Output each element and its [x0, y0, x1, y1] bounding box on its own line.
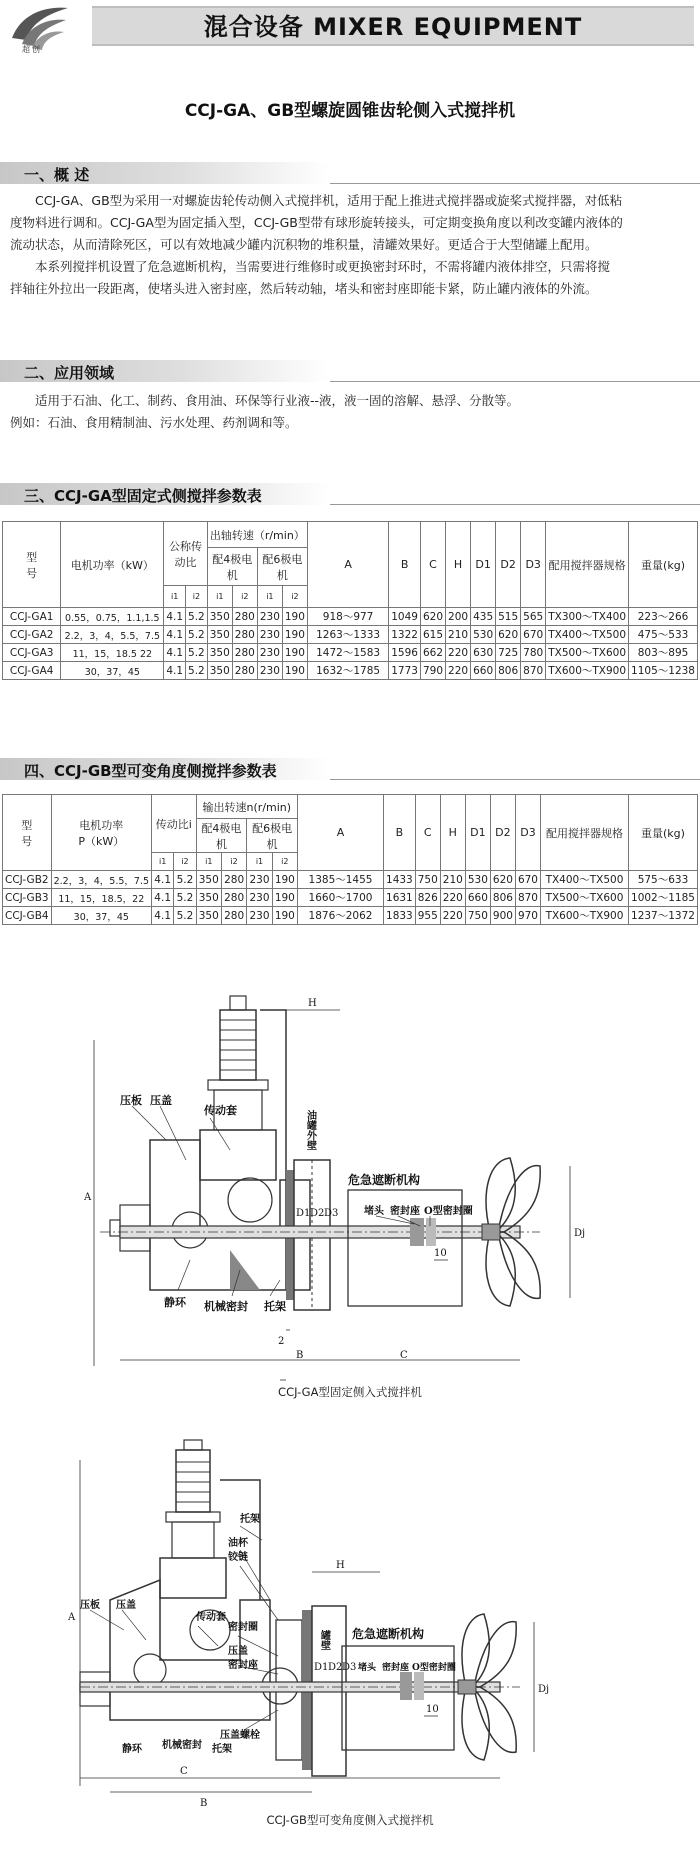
table-cell: 662 — [420, 644, 445, 662]
col-header: D2 — [490, 795, 515, 871]
dim-D1: D1 — [314, 1662, 329, 1673]
table-cell: 230 — [257, 626, 282, 644]
dim-H: H — [336, 1560, 345, 1571]
table-cell: 223～266 — [629, 608, 698, 626]
label-du-tou: 堵头 — [358, 1663, 377, 1673]
col-header: 电机功率 P（kW） — [51, 795, 151, 871]
table-cell: 220 — [440, 889, 465, 907]
table-cell: 280 — [221, 871, 246, 889]
table-row — [3, 644, 698, 662]
dim-D2: D2 — [310, 1208, 325, 1219]
label-chuan-dong-tao: 传动套 — [204, 1104, 237, 1117]
table-cell: 670 — [521, 626, 546, 644]
table-cell: CCJ-GB3 — [3, 889, 52, 907]
table-cell: 1263～1333 — [307, 626, 388, 644]
col-header: i2 — [282, 586, 307, 608]
col-header: 输出转速n(r/min) — [196, 795, 297, 819]
table-cell: 200 — [446, 608, 471, 626]
dim-10: 10 — [426, 1704, 439, 1715]
table-cell: 5.2 — [174, 907, 196, 925]
table-cell: 5.2 — [186, 662, 208, 680]
table-cell: 190 — [282, 644, 307, 662]
col-header: i2 — [272, 853, 297, 871]
table-cell: 350 — [207, 644, 232, 662]
table-cell: 4.1 — [164, 662, 186, 680]
label-jing-huan: 静环 — [122, 1744, 142, 1755]
label-jing-huan: 静环 — [164, 1296, 186, 1309]
col-header: 重量(kg) — [629, 522, 698, 608]
dim-D2: D2 — [328, 1662, 343, 1673]
label-emergency: 危急遮断机构 — [352, 1627, 425, 1641]
col-header: i1 — [196, 853, 221, 871]
text-line: 度物料进行调和。CCJ-GA型为固定插入型，CCJ-GB型带有球形旋转接头，可定期变换角度以利改变罐内液体的 — [10, 215, 623, 230]
table-cell: 230 — [247, 871, 272, 889]
label-o-ring: O型密封圈 — [424, 1206, 473, 1217]
table-cell: 530 — [465, 871, 490, 889]
table-cell: 220 — [446, 662, 471, 680]
table-cell: 1433 — [384, 871, 416, 889]
table-cell: 280 — [232, 626, 257, 644]
table-cell: 725 — [496, 644, 521, 662]
table-cell: 210 — [446, 626, 471, 644]
dim-A: A — [68, 1612, 76, 1623]
table-cell: 660 — [471, 662, 496, 680]
table-cell: 1049 — [389, 608, 421, 626]
col-header: D2 — [496, 522, 521, 608]
table-row — [3, 889, 698, 907]
section-heading-table-gb: 四、CCJ-GB型可变角度侧搅拌参数表 — [0, 758, 700, 780]
table-cell: 30，37，45 — [51, 907, 151, 925]
emergency-box — [342, 1646, 454, 1750]
label-ji-xie-mi-feng: 机械密封 — [162, 1740, 202, 1751]
table-cell: 1002～1185 — [628, 889, 697, 907]
table-cell: 806 — [490, 889, 515, 907]
table-cell: 575～633 — [628, 871, 697, 889]
table-cell: 5.2 — [174, 871, 196, 889]
col-header: 电机功率（kW） — [61, 522, 164, 608]
table-ga-body — [3, 608, 698, 680]
col-header: 配4极电机 — [207, 548, 257, 586]
col-header: 配4极电机 — [196, 819, 247, 853]
table-cell: 4.1 — [164, 626, 186, 644]
label-chuan-dong-tao: 传动套 — [196, 1612, 226, 1623]
table-cell: CCJ-GA1 — [3, 608, 61, 626]
col-header: 出轴转速（r/min） — [207, 522, 307, 548]
table-cell: 1472～1583 — [307, 644, 388, 662]
dim-A: A — [84, 1192, 92, 1203]
table-cell: 955 — [415, 907, 440, 925]
table-cell: 1322 — [389, 626, 421, 644]
label-ya-gai-2: 压盖 — [228, 1646, 248, 1657]
table-cell: 1773 — [389, 662, 421, 680]
dim-Dj: Dj — [574, 1228, 586, 1239]
table-cell: 790 — [420, 662, 445, 680]
col-header: i1 — [152, 853, 174, 871]
text-line: 例如：石油、食用精制油、污水处理、药剂调和等。 — [10, 415, 298, 430]
label-mi-feng-quan: 密封圈 — [228, 1622, 258, 1633]
table-cell: 4.1 — [152, 889, 174, 907]
table-row — [3, 608, 698, 626]
table-cell: 630 — [471, 644, 496, 662]
col-header: C — [415, 795, 440, 871]
logo-caption: 超创 — [22, 45, 42, 54]
label-emergency: 危急遮断机构 — [348, 1173, 421, 1187]
label-ya-gai-luo-shuan: 压盖螺栓 — [220, 1730, 260, 1741]
text-line: 适用于石油、化工、制药、食用油、环保等行业液--液，液一固的溶解、悬浮、分散等。 — [35, 393, 520, 408]
table-cell: TX400～TX500 — [546, 626, 629, 644]
table-cell: TX600～TX900 — [546, 662, 629, 680]
table-cell: 803～895 — [629, 644, 698, 662]
col-header: H — [440, 795, 465, 871]
dim-D1: D1 — [296, 1208, 311, 1219]
table-cell: 5.2 — [186, 626, 208, 644]
table-cell: 435 — [471, 608, 496, 626]
label-mi-feng-zuo: 密封座 — [390, 1206, 420, 1217]
col-header: i2 — [174, 853, 196, 871]
col-header: 配用搅拌器规格 — [546, 522, 629, 608]
table-cell: 1660～1700 — [298, 889, 384, 907]
table-cell: 230 — [247, 907, 272, 925]
table-cell: 190 — [282, 662, 307, 680]
table-cell: 220 — [440, 907, 465, 925]
label-ya-gai: 压盖 — [116, 1600, 136, 1611]
col-header: i1 — [164, 586, 186, 608]
table-cell: 11，15，18.5，22 — [51, 889, 151, 907]
label-huo-jie: 铰链 — [228, 1552, 248, 1563]
label-mi-feng-zuo-2: 密封座 — [382, 1663, 410, 1673]
table-cell: 280 — [232, 644, 257, 662]
label-du-tou: 堵头 — [364, 1206, 384, 1217]
dim-C: C — [400, 1350, 408, 1361]
col-header: i1 — [207, 586, 232, 608]
table-cell: CCJ-GA2 — [3, 626, 61, 644]
table-row — [3, 626, 698, 644]
dim-D3: D3 — [342, 1662, 357, 1673]
col-header: i2 — [232, 586, 257, 608]
table-cell: 4.1 — [164, 608, 186, 626]
table-cell: TX600～TX900 — [540, 907, 628, 925]
col-header: 配用搅拌器规格 — [540, 795, 628, 871]
col-header: H — [446, 522, 471, 608]
motor-body — [176, 1450, 210, 1512]
col-header: 配6极电机 — [257, 548, 307, 586]
table-cell: TX500～TX600 — [546, 644, 629, 662]
table-cell: 230 — [257, 608, 282, 626]
label-you-bei: 油杯 — [228, 1538, 248, 1549]
table-cell: 190 — [272, 889, 297, 907]
table-cell: 615 — [420, 626, 445, 644]
label-ya-ban: 压板 — [120, 1094, 142, 1107]
table-cell: 280 — [232, 608, 257, 626]
table-cell: 1833 — [384, 907, 416, 925]
label-o-ring: O型密封圈 — [412, 1663, 456, 1673]
table-row — [3, 871, 698, 889]
table-cell: 220 — [446, 644, 471, 662]
col-header: i1 — [247, 853, 272, 871]
table-cell: CCJ-GA3 — [3, 644, 61, 662]
table-cell: 5.2 — [186, 608, 208, 626]
table-cell: 1237～1372 — [628, 907, 697, 925]
table-cell: 750 — [415, 871, 440, 889]
col-header: i1 — [257, 586, 282, 608]
col-header: A — [298, 795, 384, 871]
table-cell: 190 — [282, 626, 307, 644]
table-cell: 4.1 — [164, 644, 186, 662]
table-gb-body — [3, 871, 698, 925]
dim-H: H — [308, 998, 317, 1009]
table-cell: 1876～2062 — [298, 907, 384, 925]
col-header: 配6极电机 — [247, 819, 298, 853]
table-cell: 280 — [221, 907, 246, 925]
text-line: 本系列搅拌机设置了危急遮断机构，当需要进行维修时或更换密封环时，不需将罐内液体排空，只需将搅 — [35, 259, 611, 274]
dim-B: B — [200, 1798, 208, 1809]
label-ya-ban: 压板 — [80, 1600, 100, 1611]
header-title: 混合设备 MIXER EQUIPMENT — [92, 6, 694, 46]
drawing-ga — [80, 990, 620, 1380]
table-cell: TX500～TX600 — [540, 889, 628, 907]
table-cell: 900 — [490, 907, 515, 925]
table-cell: 0.55，0.75，1.1,1.5 — [61, 608, 164, 626]
dim-10: 10 — [434, 1248, 447, 1259]
table-cell: 350 — [196, 907, 221, 925]
table-cell: 280 — [232, 662, 257, 680]
table-gb — [2, 794, 698, 925]
table-cell: 670 — [515, 871, 540, 889]
text-line: 流动状态，从而清除死区，可以有效地减少罐内沉积物的堆积量，清罐效果好。更适合于大型储罐上配用。 — [10, 237, 598, 252]
table-cell: 4.1 — [152, 907, 174, 925]
label-tuo-jia: 托架 — [264, 1300, 286, 1313]
col-header: D1 — [471, 522, 496, 608]
text-line: CCJ-GA、GB型为采用一对螺旋齿轮传动侧入式搅拌机，适用于配上推进式搅拌器或旋桨式搅拌器，对低粘 — [35, 193, 623, 208]
table-cell: 230 — [257, 662, 282, 680]
table-cell: 780 — [521, 644, 546, 662]
table-cell: 230 — [247, 889, 272, 907]
dim-C: C — [180, 1766, 188, 1777]
table-cell: 11，15，18.5 22 — [61, 644, 164, 662]
col-header: B — [384, 795, 416, 871]
table-cell: 350 — [207, 626, 232, 644]
table-cell: 1105～1238 — [629, 662, 698, 680]
overview-text — [10, 190, 694, 300]
table-cell: 750 — [465, 907, 490, 925]
col-header: D3 — [521, 522, 546, 608]
table-row — [3, 662, 698, 680]
label-tuo-jia: 托架 — [212, 1744, 232, 1755]
page-header — [0, 0, 700, 58]
label-ya-gai: 压盖 — [150, 1094, 172, 1107]
table-cell: 515 — [496, 608, 521, 626]
table-cell: CCJ-GB4 — [3, 907, 52, 925]
table-cell: 620 — [490, 871, 515, 889]
dim-D3: D3 — [324, 1208, 339, 1219]
table-cell: 530 — [471, 626, 496, 644]
col-header: B — [389, 522, 421, 608]
table-cell: 2.2，3，4，5.5，7.5 — [61, 626, 164, 644]
col-header: 重量(kg) — [628, 795, 697, 871]
col-header: A — [307, 522, 388, 608]
table-cell: 350 — [207, 608, 232, 626]
table-cell: 918～977 — [307, 608, 388, 626]
dim-Dj: Dj — [538, 1684, 550, 1695]
dim-2: 2 — [278, 1336, 285, 1347]
label-guan-bi: 罐壁 — [318, 1630, 330, 1650]
table-row — [3, 907, 698, 925]
table-cell: TX400～TX500 — [540, 871, 628, 889]
table-cell: 280 — [221, 889, 246, 907]
drawing-gb — [68, 1440, 620, 1810]
col-header: D3 — [515, 795, 540, 871]
application-text — [10, 390, 694, 434]
table-cell: 350 — [196, 871, 221, 889]
table-cell: CCJ-GA4 — [3, 662, 61, 680]
col-header: i2 — [186, 586, 208, 608]
section-heading-application: 二、应用领域 — [0, 360, 700, 382]
section-heading-table-ga: 三、CCJ-GA型固定式侧搅拌参数表 — [0, 483, 700, 505]
caption-ga: CCJ-GA型固定侧入式搅拌机 — [278, 1385, 422, 1399]
table-cell: 190 — [272, 871, 297, 889]
col-header: i2 — [221, 853, 246, 871]
col-header: D1 — [465, 795, 490, 871]
document-title: CCJ-GA、GB型螺旋圆锥齿轮侧入式搅拌机 — [184, 101, 516, 121]
table-cell: 4.1 — [152, 871, 174, 889]
col-header: 型 号 — [3, 795, 52, 871]
caption-gb: CCJ-GB型可变角度侧入式搅拌机 — [266, 1813, 434, 1827]
table-cell: 2.2，3，4，5.5，7.5 — [51, 871, 151, 889]
col-header: 公称传动比 — [164, 522, 207, 586]
section-heading-overview: 一、概 述 — [0, 162, 700, 184]
table-cell: 565 — [521, 608, 546, 626]
table-cell: 660 — [465, 889, 490, 907]
table-cell: 620 — [420, 608, 445, 626]
table-cell: 806 — [496, 662, 521, 680]
table-cell: 826 — [415, 889, 440, 907]
table-cell: CCJ-GB2 — [3, 871, 52, 889]
table-cell: 230 — [257, 644, 282, 662]
dim-B: B — [296, 1350, 304, 1361]
table-cell: 30，37，45 — [61, 662, 164, 680]
col-header: C — [420, 522, 445, 608]
table-cell: 1385～1455 — [298, 871, 384, 889]
table-cell: 475～533 — [629, 626, 698, 644]
label-mi-feng-zuo: 密封座 — [228, 1660, 258, 1671]
label-ji-xie-mi-feng: 机械密封 — [204, 1300, 248, 1313]
table-cell: TX300～TX400 — [546, 608, 629, 626]
table-ga — [2, 521, 698, 680]
table-cell: 870 — [515, 889, 540, 907]
table-cell: 210 — [440, 871, 465, 889]
table-cell: 350 — [207, 662, 232, 680]
table-cell: 1632～1785 — [307, 662, 388, 680]
table-cell: 1631 — [384, 889, 416, 907]
table-cell: 5.2 — [174, 889, 196, 907]
table-cell: 870 — [521, 662, 546, 680]
col-header: 传动比i — [152, 795, 197, 853]
table-cell: 620 — [496, 626, 521, 644]
table-cell: 1596 — [389, 644, 421, 662]
table-cell: 190 — [272, 907, 297, 925]
table-cell: 350 — [196, 889, 221, 907]
text-line: 拌轴往外拉出一段距离，使堵头进入密封座，然后转动轴，堵头和密封座即能卡紧，防止罐内液体的外流。 — [10, 281, 598, 296]
table-cell: 5.2 — [186, 644, 208, 662]
label-tuo-jia-top: 托架 — [240, 1514, 260, 1525]
label-tank-wall: 油罐外壁 — [304, 1110, 316, 1150]
table-cell: 970 — [515, 907, 540, 925]
col-header: 型 号 — [3, 522, 61, 608]
table-cell: 190 — [282, 608, 307, 626]
